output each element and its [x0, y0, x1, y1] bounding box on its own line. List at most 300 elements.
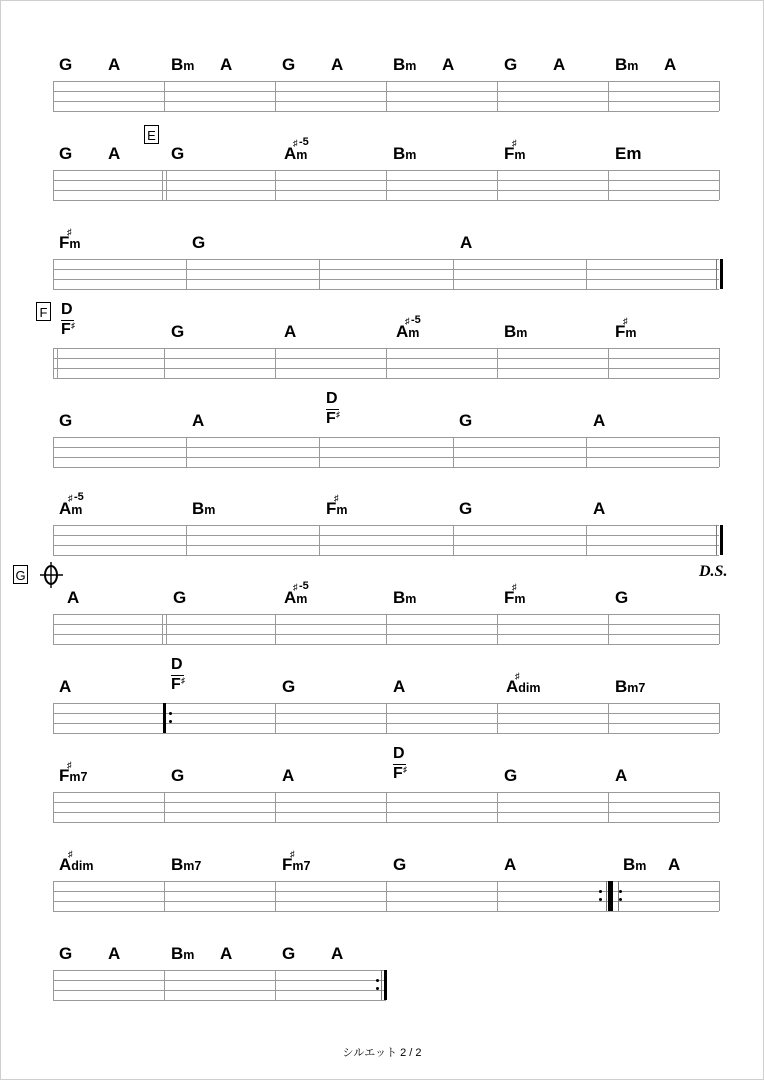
- staff-line: [53, 1000, 386, 1001]
- staff-line: [53, 822, 719, 823]
- staff-line: [53, 437, 719, 438]
- staff-system: [53, 881, 719, 911]
- chord-root: G: [59, 411, 73, 430]
- double-barline: [162, 170, 167, 200]
- chord-symbol: [331, 942, 343, 966]
- barline: [719, 348, 720, 378]
- chord-symbol: [171, 853, 201, 877]
- barline: [186, 437, 187, 467]
- chord-root: B: [171, 944, 184, 963]
- chord-root: B: [623, 855, 636, 874]
- staff-system: [53, 614, 719, 644]
- chord-quality: m7: [69, 770, 88, 784]
- chord-symbol: [108, 942, 120, 966]
- chord-symbol: [393, 53, 416, 77]
- staff-line: [53, 545, 719, 546]
- chord-quality: m: [514, 148, 526, 162]
- barline: [386, 792, 387, 822]
- slash-chord: [393, 745, 417, 785]
- chord-root: A: [668, 855, 681, 874]
- chord-root: A: [664, 55, 677, 74]
- rehearsal-mark-f: F: [36, 302, 51, 321]
- sharp-sign: ♯: [68, 849, 73, 859]
- slash-chord: [326, 390, 350, 430]
- chord-root: G: [459, 411, 473, 430]
- chord-symbol: [59, 849, 94, 877]
- chord-root: D: [61, 301, 73, 318]
- chord-symbol: [593, 497, 605, 521]
- chord-symbol: [192, 497, 215, 521]
- barline: [53, 81, 54, 111]
- bass-note: F: [326, 410, 336, 427]
- sharp-sign: ♯: [512, 582, 517, 592]
- barline: [186, 259, 187, 289]
- barline: [386, 881, 387, 911]
- chord-symbol: [173, 586, 186, 610]
- staff-line: [53, 990, 386, 991]
- chord-quality: m: [71, 503, 83, 517]
- barline: [386, 703, 387, 733]
- chord-symbol: [615, 764, 627, 788]
- chord-root: A: [220, 944, 233, 963]
- chord-symbol: [59, 142, 72, 166]
- barline: [497, 792, 498, 822]
- chord-symbol: [459, 409, 472, 433]
- chord-symbol: [282, 53, 295, 77]
- double-barline: [53, 348, 58, 378]
- staff-line: [53, 970, 386, 971]
- barline: [608, 792, 609, 822]
- chord-root: A: [59, 499, 72, 518]
- barline: [608, 81, 609, 111]
- chord-symbol: [282, 675, 295, 699]
- barline: [453, 437, 454, 467]
- barline: [275, 81, 276, 111]
- chord-symbol: [282, 942, 295, 966]
- chord-symbol: [393, 586, 416, 610]
- sharp-sign: ♯: [293, 138, 298, 148]
- sharp-sign: ♯: [512, 138, 517, 148]
- staff-line: [53, 447, 719, 448]
- chord-symbol: [393, 142, 416, 166]
- chord-quality: m: [514, 592, 526, 606]
- chord-symbol: [593, 409, 605, 433]
- staff-line: [53, 911, 719, 912]
- staff-system: [53, 437, 719, 467]
- barline: [608, 614, 609, 644]
- chord-symbol: [664, 53, 676, 77]
- chord-symbol: [171, 764, 184, 788]
- chord-quality: dim: [71, 859, 94, 873]
- chord-root: G: [173, 588, 187, 607]
- chord-root: B: [171, 855, 184, 874]
- chord-symbol: [171, 942, 194, 966]
- chord-symbol: [553, 53, 565, 77]
- sharp-sign: ♯: [515, 671, 520, 681]
- barline: [53, 614, 54, 644]
- chord-root: A: [593, 499, 606, 518]
- chord-root: F: [504, 588, 515, 607]
- barline: [386, 81, 387, 111]
- chord-root: A: [108, 55, 121, 74]
- chord-quality: m: [405, 148, 417, 162]
- barline: [386, 170, 387, 200]
- chord-symbol: [504, 764, 517, 788]
- bass-note: F: [61, 321, 71, 338]
- staff-system: [53, 703, 719, 733]
- barline: [719, 170, 720, 200]
- chord-root: F: [504, 144, 515, 163]
- chord-root: A: [108, 944, 121, 963]
- chord-quality: m: [296, 148, 308, 162]
- sharp-sign: ♯: [336, 410, 340, 419]
- chord-root: B: [393, 55, 406, 74]
- barline: [608, 170, 609, 200]
- chord-symbol: [192, 231, 205, 255]
- chord-root: G: [504, 55, 518, 74]
- barline: [275, 792, 276, 822]
- chord-root: A: [331, 55, 344, 74]
- chord-root: G: [59, 55, 73, 74]
- chord-root: A: [396, 322, 409, 341]
- barline: [275, 614, 276, 644]
- chord-root: B: [504, 322, 517, 341]
- chord-quality: m7: [627, 681, 646, 695]
- barline: [53, 437, 54, 467]
- chord-symbol: [284, 136, 309, 166]
- staff-system: [53, 348, 719, 378]
- barline: [275, 881, 276, 911]
- chord-root: G: [615, 588, 629, 607]
- barline: [586, 259, 587, 289]
- chord-bass: [61, 321, 75, 339]
- chord-root: F: [282, 855, 293, 874]
- chord-symbol: [171, 142, 184, 166]
- chord-symbol: [108, 53, 120, 77]
- staff-line: [53, 457, 719, 458]
- barline: [164, 348, 165, 378]
- chord-root: F: [59, 766, 70, 785]
- chord-root: A: [220, 55, 233, 74]
- staff-system: [53, 792, 719, 822]
- chord-symbol: [59, 227, 81, 255]
- chord-root: F: [615, 322, 626, 341]
- barline: [275, 970, 276, 1000]
- chord-quality: m: [627, 59, 639, 73]
- chord-root: F: [326, 499, 337, 518]
- chord-quality: m7: [183, 859, 202, 873]
- repeat-end-barline: [381, 970, 387, 1000]
- chord-quality: m: [183, 59, 195, 73]
- staff-line: [53, 555, 719, 556]
- barline: [586, 525, 587, 555]
- chord-quality: m: [405, 592, 417, 606]
- chord-symbol: [442, 53, 454, 77]
- chord-quality: m: [405, 59, 417, 73]
- chord-quality: m: [408, 326, 420, 340]
- barline: [586, 437, 587, 467]
- chord-alteration: -5: [299, 136, 309, 148]
- chord-symbol: [59, 760, 88, 788]
- chord-root: Em: [615, 144, 642, 163]
- coda-icon: [39, 561, 65, 594]
- repeat-dots: [169, 712, 173, 724]
- sharp-sign: ♯: [290, 849, 295, 859]
- bass-note: F: [171, 676, 181, 693]
- chord-symbol: [623, 853, 646, 877]
- sharp-sign: ♯: [68, 493, 73, 503]
- chord-root: G: [59, 144, 73, 163]
- barline: [608, 703, 609, 733]
- chord-root: B: [393, 144, 406, 163]
- chord-symbol: [668, 853, 680, 877]
- barline: [53, 170, 54, 200]
- chord-symbol: [171, 320, 184, 344]
- barline: [164, 970, 165, 1000]
- chord-root: B: [192, 499, 205, 518]
- chord-symbol: [284, 580, 309, 610]
- sharp-sign: ♯: [623, 316, 628, 326]
- chord-quality: m: [625, 326, 637, 340]
- sharp-sign: ♯: [405, 316, 410, 326]
- chord-root: A: [460, 233, 473, 252]
- chord-symbol: [59, 53, 72, 77]
- barline: [53, 970, 54, 1000]
- barline: [497, 348, 498, 378]
- barline: [497, 170, 498, 200]
- final-barline: [716, 525, 723, 555]
- chord-symbol: [504, 320, 527, 344]
- staff-line: [53, 259, 719, 260]
- sharp-sign: ♯: [293, 582, 298, 592]
- chord-root: D: [171, 656, 183, 673]
- barline: [319, 437, 320, 467]
- chord-root: A: [108, 144, 121, 163]
- staff-system: [53, 970, 386, 1000]
- staff-line: [53, 467, 719, 468]
- double-barline: [162, 614, 167, 644]
- staff-system: [53, 170, 719, 200]
- barline: [53, 703, 54, 733]
- barline: [53, 881, 54, 911]
- chord-root: D: [393, 745, 405, 762]
- barline: [719, 703, 720, 733]
- barline: [453, 259, 454, 289]
- staff-line: [53, 980, 386, 981]
- staff-line: [53, 289, 719, 290]
- chord-quality: dim: [518, 681, 541, 695]
- staff-line: [53, 733, 719, 734]
- barline: [719, 792, 720, 822]
- slash-chord: [171, 656, 195, 696]
- sharp-sign: ♯: [181, 676, 185, 685]
- chord-symbol: [504, 853, 516, 877]
- chord-root: A: [59, 677, 72, 696]
- chord-bass: [171, 676, 185, 694]
- staff-line: [53, 111, 719, 112]
- staff-line: [53, 269, 719, 270]
- chord-symbol: [393, 853, 406, 877]
- chord-symbol: [460, 231, 472, 255]
- chord-symbol: [459, 497, 472, 521]
- chord-root: A: [393, 677, 406, 696]
- chord-root: G: [171, 144, 185, 163]
- barline: [53, 525, 54, 555]
- chord-symbol: [282, 764, 294, 788]
- staff-system: [53, 525, 719, 555]
- chord-quality: m: [204, 503, 216, 517]
- chord-bass: [326, 410, 340, 428]
- chord-symbol: [615, 586, 628, 610]
- chord-root: G: [393, 855, 407, 874]
- chord-root: A: [553, 55, 566, 74]
- chord-symbol: [59, 675, 71, 699]
- repeat-dots: [599, 890, 603, 902]
- chord-root: G: [459, 499, 473, 518]
- chord-root: A: [192, 411, 205, 430]
- staff-system: [53, 259, 719, 289]
- chord-root: D: [326, 390, 338, 407]
- sharp-sign: ♯: [67, 227, 72, 237]
- staff-line: [53, 644, 719, 645]
- chord-root: G: [504, 766, 518, 785]
- chord-symbol: [326, 493, 348, 521]
- chord-root: A: [284, 588, 297, 607]
- chord-quality: m: [516, 326, 528, 340]
- barline: [319, 259, 320, 289]
- repeat-dots: [619, 890, 623, 902]
- chord-root: A: [284, 322, 297, 341]
- chord-root: A: [331, 944, 344, 963]
- barline: [275, 348, 276, 378]
- staff-line: [53, 525, 719, 526]
- barline: [164, 81, 165, 111]
- chord-root: B: [615, 55, 628, 74]
- barline: [275, 703, 276, 733]
- sharp-sign: ♯: [67, 760, 72, 770]
- chord-symbol: [67, 586, 79, 610]
- staff-line: [53, 200, 719, 201]
- staff-line: [53, 279, 719, 280]
- barline: [164, 792, 165, 822]
- chord-root: A: [593, 411, 606, 430]
- chord-symbol: [192, 409, 204, 433]
- barline: [386, 348, 387, 378]
- chord-symbol: [171, 53, 194, 77]
- chord-symbol: [615, 675, 645, 699]
- chord-symbol: [615, 142, 641, 166]
- chord-root: A: [284, 144, 297, 163]
- chord-quality: m: [69, 237, 81, 251]
- chord-quality: m7: [292, 859, 311, 873]
- final-barline: [716, 259, 723, 289]
- chord-root: A: [67, 588, 80, 607]
- chord-symbol: [59, 409, 72, 433]
- barline: [386, 614, 387, 644]
- chord-quality: m: [336, 503, 348, 517]
- barline: [719, 881, 720, 911]
- chord-symbol: [615, 53, 638, 77]
- chord-symbol: [284, 320, 296, 344]
- barline: [453, 525, 454, 555]
- chord-symbol: [504, 138, 526, 166]
- barline: [497, 881, 498, 911]
- chord-root: G: [282, 944, 296, 963]
- chord-root: G: [171, 766, 185, 785]
- chord-root: B: [615, 677, 628, 696]
- barline: [719, 81, 720, 111]
- chord-root: A: [615, 766, 628, 785]
- chord-root: A: [59, 855, 72, 874]
- barline: [53, 792, 54, 822]
- chord-root: B: [393, 588, 406, 607]
- chord-root: G: [192, 233, 206, 252]
- chord-symbol: [108, 142, 120, 166]
- barline: [275, 170, 276, 200]
- chord-quality: m: [635, 859, 647, 873]
- chord-symbol: [504, 582, 526, 610]
- chord-symbol: [396, 314, 421, 344]
- barline: [497, 703, 498, 733]
- chord-root: B: [171, 55, 184, 74]
- chord-alteration: -5: [299, 580, 309, 592]
- chord-symbol: [282, 849, 311, 877]
- chord-quality: m: [296, 592, 308, 606]
- chord-symbol: [331, 53, 343, 77]
- bass-note: F: [393, 765, 403, 782]
- barline: [53, 259, 54, 289]
- slash-chord: [61, 301, 85, 341]
- chord-alteration: -5: [411, 314, 421, 326]
- chord-symbol: [220, 942, 232, 966]
- barline: [497, 81, 498, 111]
- barline: [719, 614, 720, 644]
- barline: [608, 348, 609, 378]
- chord-root: G: [282, 677, 296, 696]
- chord-bass: [393, 765, 407, 783]
- chord-quality: m: [183, 948, 195, 962]
- barline: [164, 881, 165, 911]
- chord-root: F: [59, 233, 70, 252]
- barline: [186, 525, 187, 555]
- sharp-sign: ♯: [334, 493, 339, 503]
- chord-root: G: [59, 944, 73, 963]
- dal-segno-marking: D.S.: [699, 563, 728, 580]
- chord-symbol: [615, 316, 637, 344]
- repeat-dots: [376, 979, 380, 991]
- staff-system: [53, 81, 719, 111]
- staff-line: [53, 535, 719, 536]
- chord-symbol: [506, 671, 541, 699]
- rehearsal-mark-g: G: [13, 565, 28, 584]
- barline: [497, 614, 498, 644]
- chord-root: A: [506, 677, 519, 696]
- chord-root: G: [282, 55, 296, 74]
- chord-root: A: [282, 766, 295, 785]
- barline: [719, 437, 720, 467]
- sharp-sign: ♯: [403, 765, 407, 774]
- chord-symbol: [393, 675, 405, 699]
- sharp-sign: ♯: [71, 321, 75, 330]
- chord-symbol: [59, 942, 72, 966]
- rehearsal-mark-e: E: [144, 125, 159, 144]
- staff-line: [53, 378, 719, 379]
- chord-symbol: [220, 53, 232, 77]
- chord-root: A: [442, 55, 455, 74]
- chord-root: A: [504, 855, 517, 874]
- chord-symbol: [59, 491, 84, 521]
- page-footer: シルエット 2 / 2: [342, 1047, 422, 1059]
